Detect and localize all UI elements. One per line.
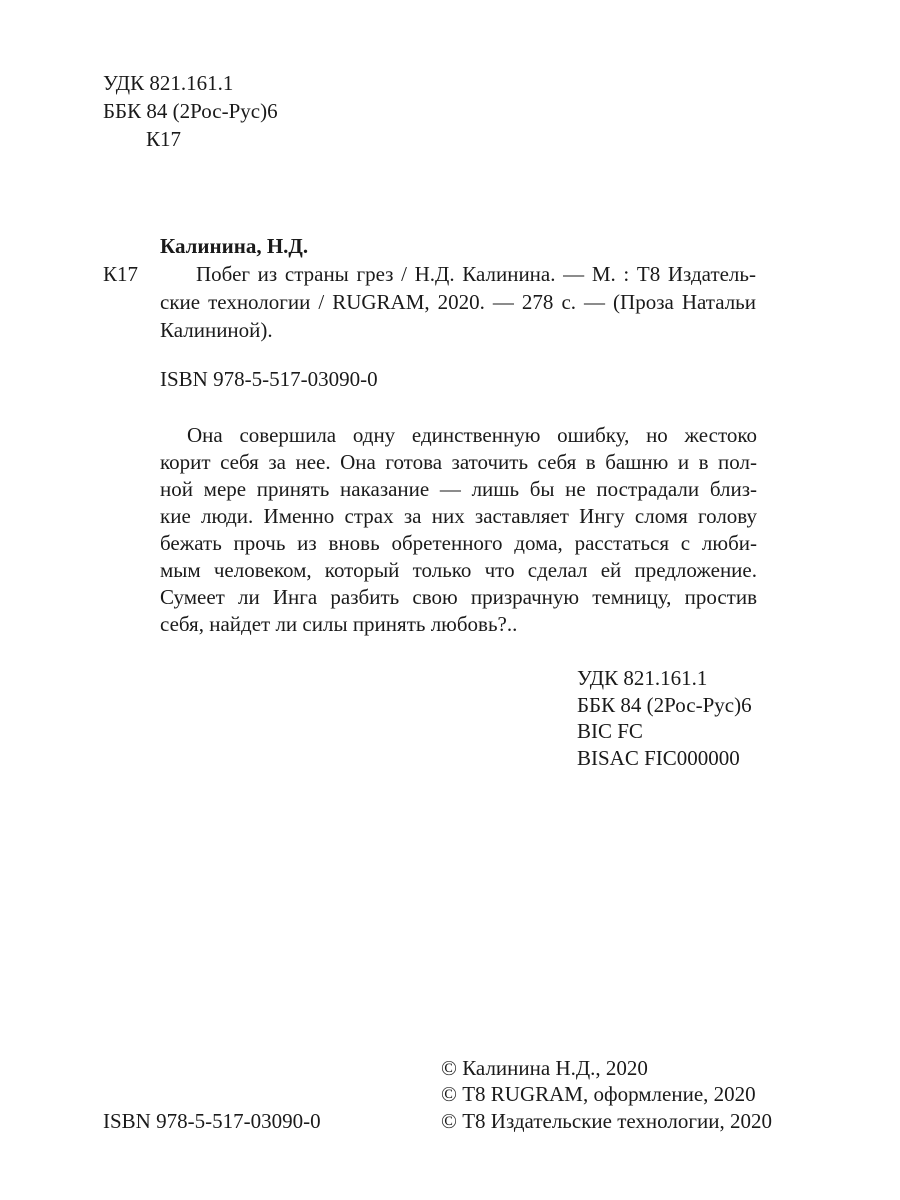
copyright-publisher: © Т8 Издательские технологии, 2020	[441, 1109, 772, 1133]
record-line-1: Побег из страны грез / Н.Д. Калинина. — М. : Т8 Издатель-	[196, 262, 756, 286]
footer-isbn: ISBN 978-5-517-03090-0	[103, 1109, 321, 1133]
annotation-line-2: корит себя за нее. Она готова заточить себя в башню и в пол-	[160, 450, 757, 474]
record-isbn: ISBN 978-5-517-03090-0	[160, 367, 378, 391]
annotation-line-6: мым человеком, который только что сделал ей предложение.	[160, 558, 757, 582]
record-line-3: Калининой).	[160, 318, 273, 342]
top-udk: УДК 821.161.1	[103, 71, 234, 95]
copyright-author: © Калинина Н.Д., 2020	[441, 1056, 648, 1080]
annotation-line-8: себя, найдет ли силы принять любовь?..	[160, 612, 518, 636]
right-bic: BIC FC	[577, 719, 643, 743]
annotation-line-5: бежать прочь из вновь обретенного дома, расстаться с люби-	[160, 531, 757, 555]
annotation-line-1: Она совершила одну единственную ошибку, но жестоко	[187, 423, 757, 447]
annotation-line-4: кие люди. Именно страх за них заставляет Ингу сломя голову	[160, 504, 757, 528]
top-author-mark: К17	[146, 127, 182, 151]
right-udk: УДК 821.161.1	[577, 666, 708, 690]
author-heading: Калинина, Н.Д.	[160, 234, 309, 258]
annotation-line-3: ной мере принять наказание — лишь бы не пострадали близ-	[160, 477, 757, 501]
record-author-mark: К17	[103, 262, 139, 286]
copyright-design: © Т8 RUGRAM, оформление, 2020	[441, 1082, 756, 1106]
annotation-line-7: Сумеет ли Инга разбить свою призрачную темницу, простив	[160, 585, 757, 609]
right-bisac: BISAC FIC000000	[577, 746, 740, 770]
top-bbk: ББК 84 (2Рос-Рус)6	[103, 99, 278, 123]
right-bbk: ББК 84 (2Рос-Рус)6	[577, 693, 752, 717]
record-line-2: ские технологии / RUGRAM, 2020. — 278 с. — (Проза Натальи	[160, 290, 756, 314]
